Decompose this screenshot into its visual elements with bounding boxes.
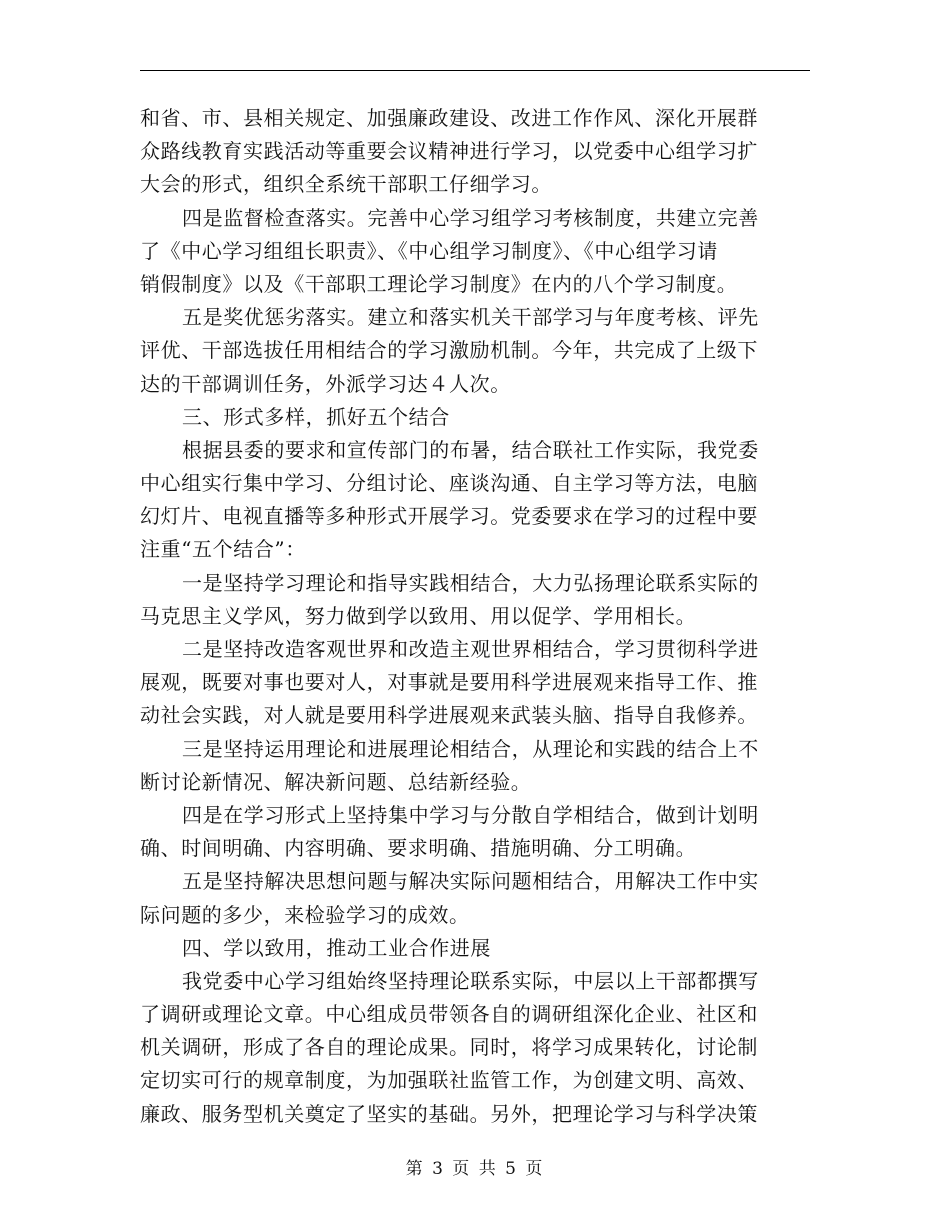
text-line: 五是坚持解决思想问题与解决实际问题相结合，用解决工作中实 [182, 869, 759, 894]
text-line: 四是在学习形式上坚持集中学习与分散自学相结合，做到计划明 [182, 802, 759, 827]
text-line: 四是监督检查落实。完善中心学习组学习考核制度，共建立完善 [182, 205, 759, 230]
body-text [140, 102, 810, 1131]
text-line: 根据县委的要求和宣传部门的布暑，结合联社工作实际，我党委 [182, 437, 759, 462]
text-line: 二是坚持改造客观世界和改造主观世界相结合，学习贯彻科学进 [182, 637, 759, 661]
text-line: 廉政、服务型机关奠定了坚实的基础。另外，把理论学习与科学决策 [140, 1101, 758, 1126]
text-line: 注重“五个结合”： [140, 537, 306, 562]
text-line: 中心组实行集中学习、分组讨论、座谈沟通、自主学习等方法，电脑 [140, 471, 758, 496]
text-line: 三是坚持运用理论和进展理论相结合，从理论和实践的结合上不 [182, 736, 759, 761]
text-line: 四、学以致用，推动工业合作进展 [182, 935, 491, 960]
text-line: 际问题的多少，来检验学习的成效。 [140, 902, 470, 927]
text-line: 机关调研，形成了各自的理论成果。同时，将学习成果转化，讨论制 [140, 1035, 758, 1060]
text-line: 定切实可行的规章制度，为加强联社监管工作，为创建文明、高效、 [140, 1068, 758, 1093]
text-line: 一是坚持学习理论和指导实践相结合，大力弘扬理论联系实际的 [182, 570, 759, 595]
page-footer: 第 3 页 共 5 页 [405, 1159, 545, 1179]
text-line: 确、时间明确、内容明确、要求明确、措施明确、分工明确。 [140, 836, 697, 861]
text-line: 马克思主义学风，努力做到学以致用、用以促学、学用相长。 [140, 603, 697, 628]
header-rule [140, 70, 810, 71]
text-line: 和省、市、县相关规定、加强廉政建设、改进工作作风、深化开展群 [140, 106, 758, 130]
text-line: 展观，既要对事也要对人，对事就是要用科学进展观来指导工作、推 [140, 670, 758, 695]
text-line: 我党委中心学习组始终坚持理论联系实际，中层以上干部都撰写 [182, 968, 759, 993]
text-line: 销假制度》以及《干部职工理论学习制度》在内的八个学习制度。 [140, 271, 738, 296]
text-line: 了调研或理论文章。中心组成员带领各自的调研组深化企业、社区和 [140, 1002, 758, 1027]
text-line: 三、形式多样，抓好五个结合 [182, 404, 450, 429]
text-line: 断讨论新情况、解决新问题、总结新经验。 [140, 769, 532, 794]
text-line: 了《中心学习组组长职责》、《中心组学习制度》、《中心组学习请 [140, 238, 718, 263]
text-line: 达的干部调训任务，外派学习达４人次。 [140, 371, 511, 396]
text-line: 幻灯片、电视直播等多种形式开展学习。党委要求在学习的过程中要 [140, 504, 758, 529]
text-line: 评优、干部选拔任用相结合的学习激励机制。今年，共完成了上级下 [140, 338, 758, 363]
text-line: 五是奖优惩劣落实。建立和落实机关干部学习与年度考核、评先 [182, 305, 759, 330]
text-line: 众路线教育实践活动等重要会议精神进行学习，以党委中心组学习扩 [140, 139, 758, 164]
text-line: 动社会实践，对人就是要用科学进展观来武装头脑、指导自我修养。 [140, 703, 758, 728]
text-line: 大会的形式，组织全系统干部职工仔细学习。 [140, 172, 552, 197]
